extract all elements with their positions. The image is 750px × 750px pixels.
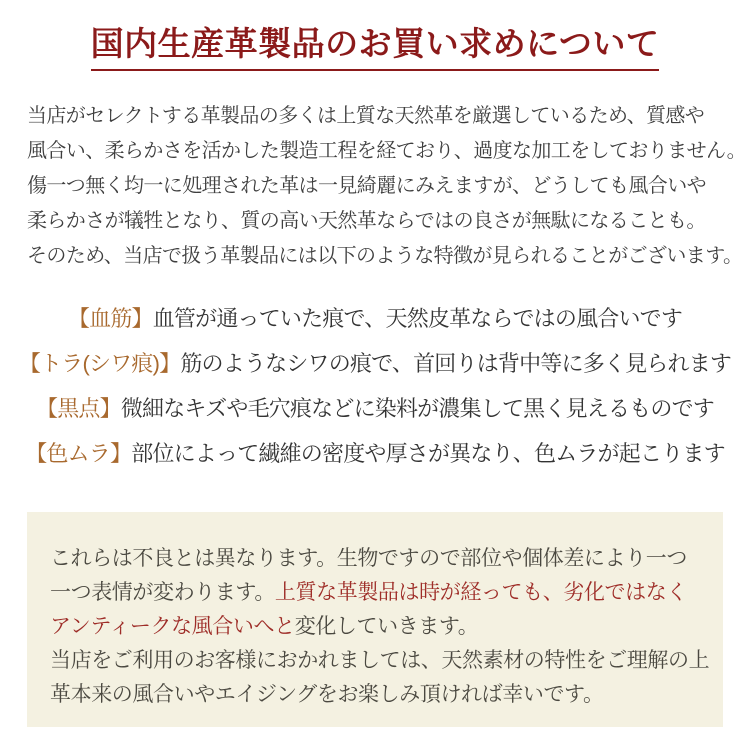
note-box	[27, 512, 723, 727]
note-text-segment: 一つ表情が変わります。	[50, 579, 275, 604]
feature-desc: 部位によって繊維の密度や厚さが異なり、色ムラが起こります	[131, 440, 725, 466]
feature-label: 【黒点】	[36, 395, 121, 421]
note-line	[50, 609, 713, 643]
intro-paragraph	[27, 99, 750, 274]
intro-line: 傷一つ無く均一に処理された革は一見綺麗にみえますが、どうしても風合いや	[27, 174, 706, 197]
note-line	[50, 643, 713, 677]
note-text-segment: 革本来の風合いやエイジングをお楽しみ頂ければ幸いです。	[50, 681, 604, 706]
feature-item-iromura	[0, 431, 750, 476]
feature-label: 【トラ(シワ痕)】	[18, 350, 181, 376]
intro-line: 風合い、柔らかさを活かした製造工程を経ており、過度な加工をしておりません。	[27, 139, 746, 162]
note-text-segment: これらは不良とは異なります。生物ですので部位や個体差により一つ	[50, 545, 687, 570]
note-text-segment: 変化していきます。	[294, 613, 479, 638]
feature-desc: 筋のようなシワの痕で、首回りは背中等に多く見られます	[180, 350, 732, 376]
note-line	[50, 575, 713, 609]
feature-label: 【色ムラ】	[25, 440, 132, 466]
note-accent-segment: アンティークな風合いへと	[50, 613, 295, 638]
feature-desc: 血管が通っていた痕で、天然皮革ならではの風合いです	[152, 305, 683, 331]
intro-line: 当店がセレクトする革製品の多くは上質な天然革を厳選しているため、質感や	[27, 104, 705, 127]
page-title-text: 国内生産革製品のお買い求めについて	[91, 26, 660, 71]
feature-item-kokuten	[0, 386, 750, 431]
intro-line: そのため、当店で扱う革製品には以下のような特徴が見られることがございます。	[27, 244, 743, 267]
leather-notice-page	[0, 26, 750, 727]
page-title	[0, 26, 750, 71]
feature-label: 【血筋】	[67, 305, 153, 331]
feature-list	[0, 296, 750, 476]
note-text-segment: 当店をご利用のお客様におかれましては、天然素材の特性をご理解の上	[50, 647, 710, 672]
feature-item-tora	[0, 341, 750, 386]
intro-line: 柔らかさが犠牲となり、質の高い天然革ならではの良さが無駄になることも。	[27, 209, 706, 232]
feature-desc: 微細なキズや毛穴痕などに染料が濃集して黒く見えるものです	[120, 395, 714, 421]
note-line	[50, 541, 713, 575]
note-accent-segment: 上質な革製品は時が経っても、劣化ではなく	[274, 579, 687, 604]
note-line	[50, 677, 713, 711]
feature-item-chisuji	[0, 296, 750, 341]
